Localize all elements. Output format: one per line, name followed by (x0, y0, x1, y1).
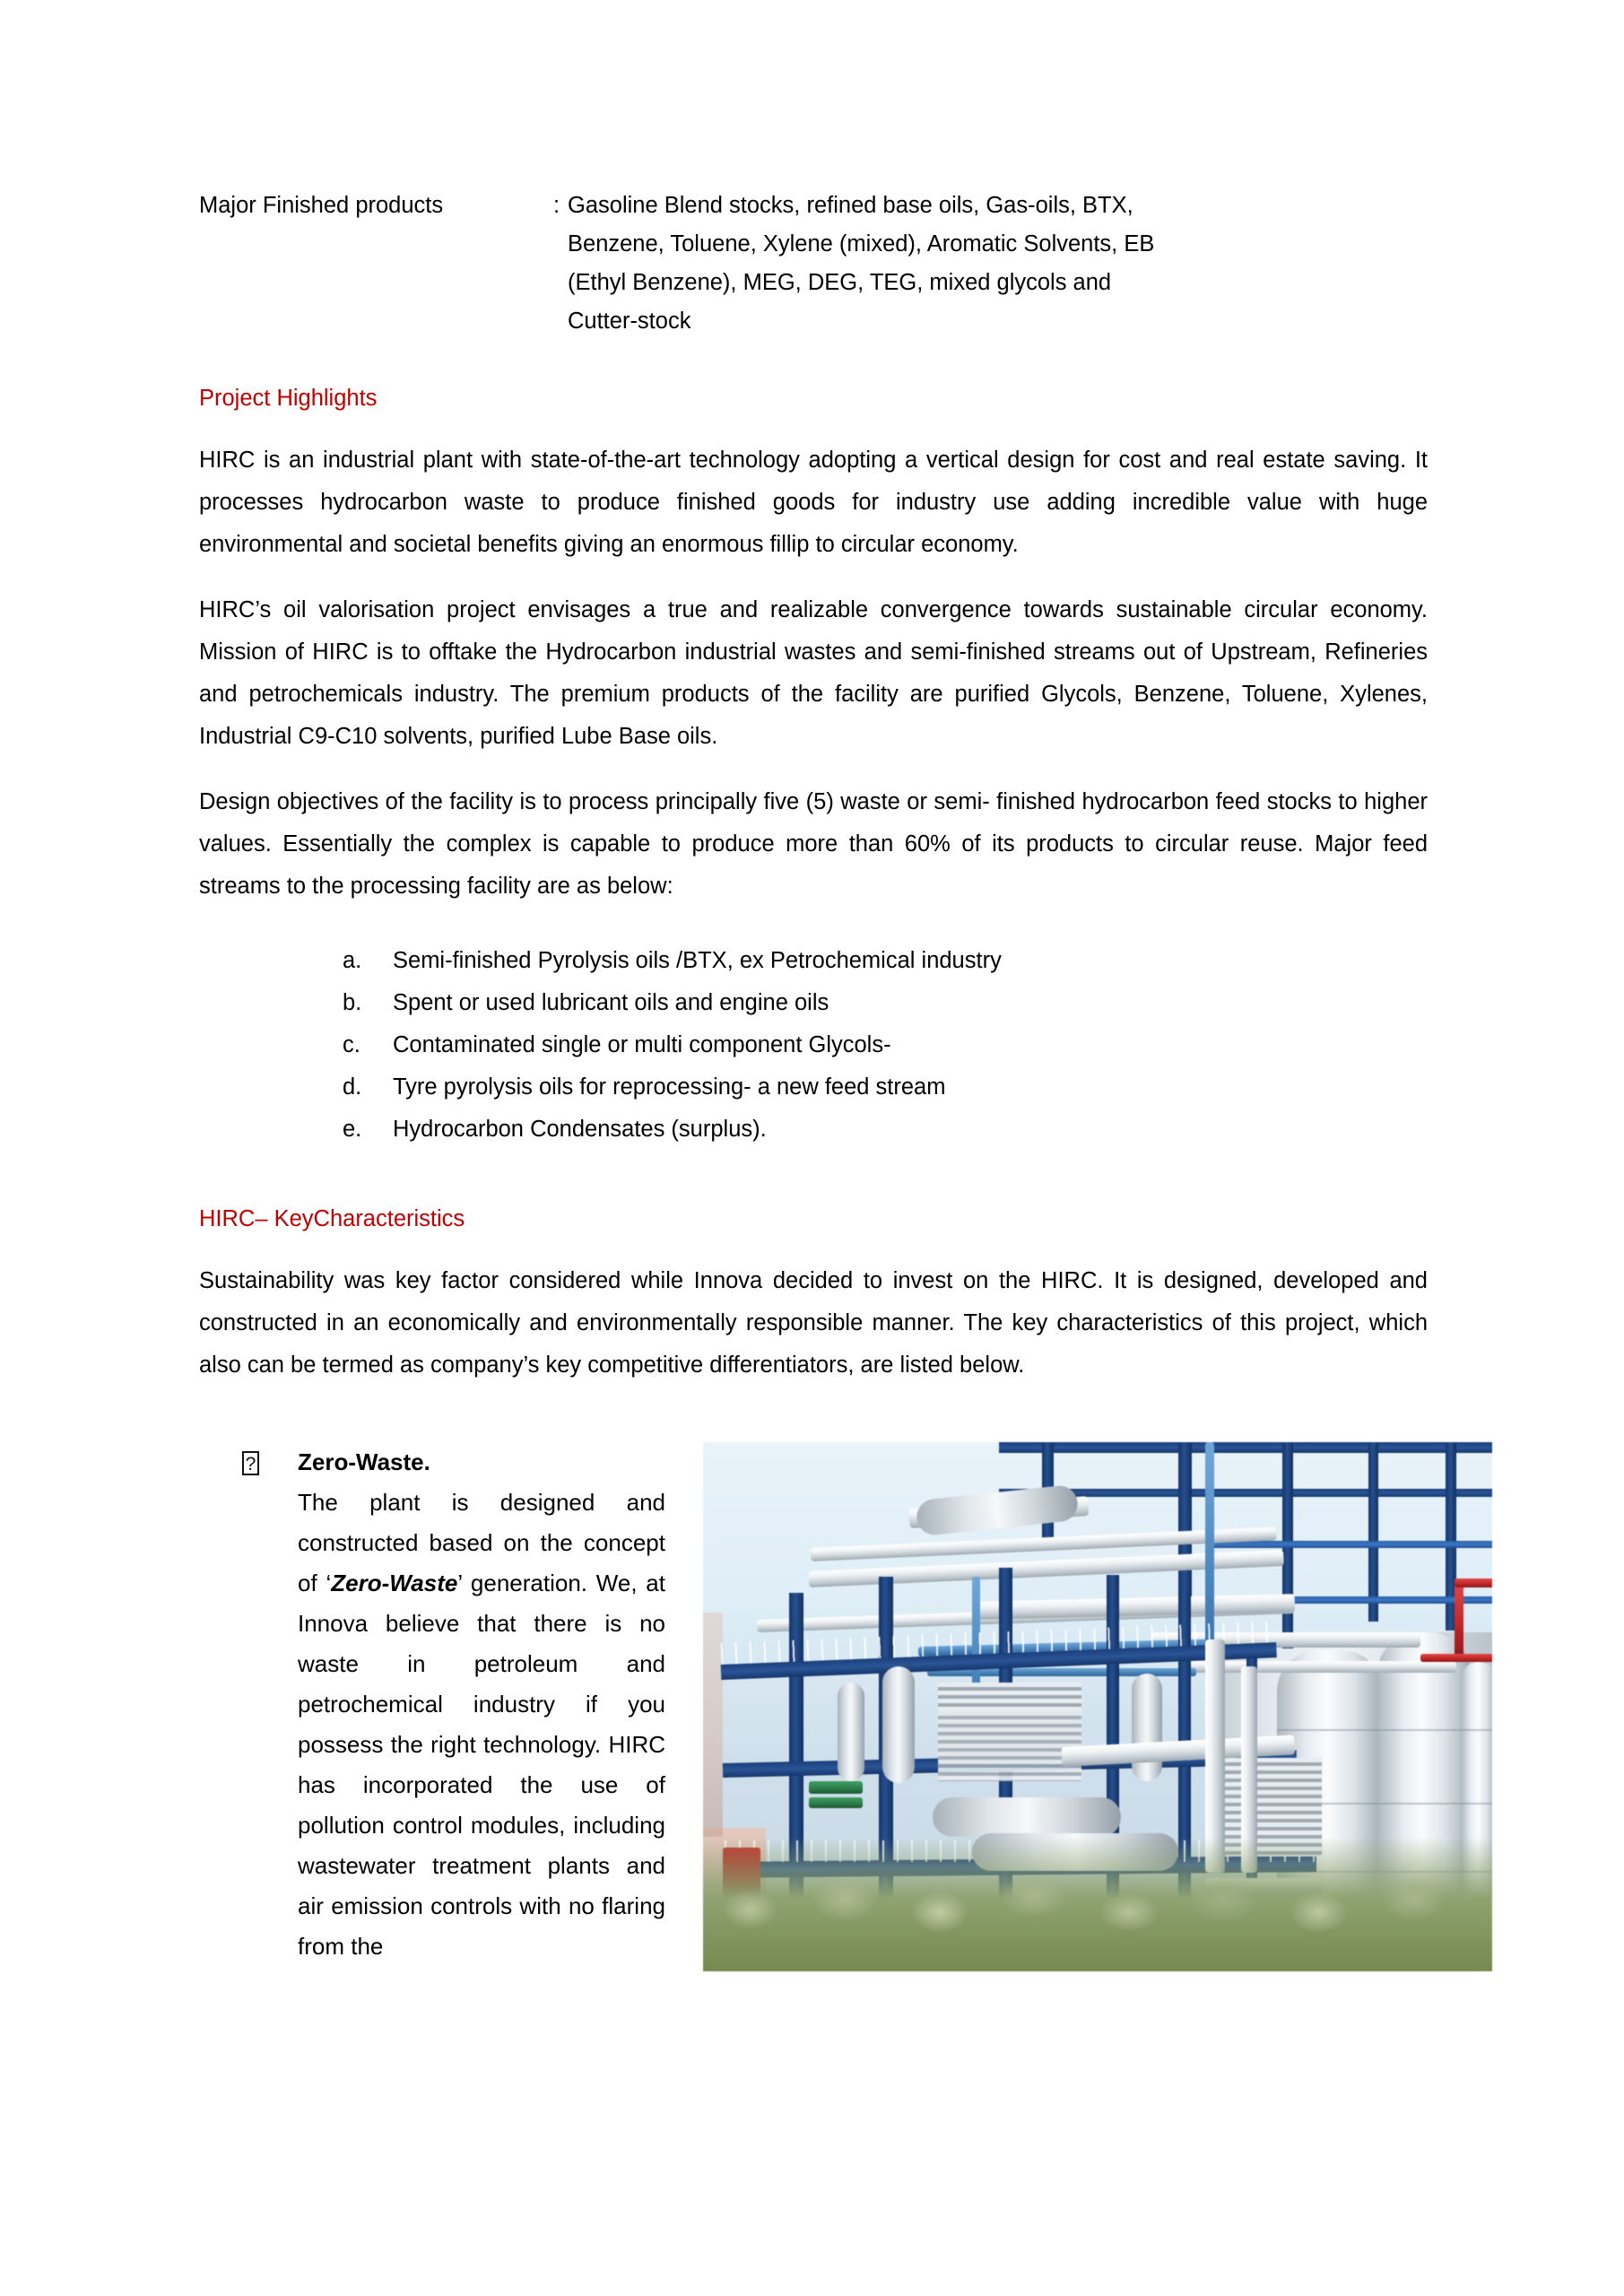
definition-term: Major Finished products (199, 193, 444, 218)
paragraph-valorisation: HIRC’s oil valorisation project envisages a true and realizable convergence towards sustainable circular economy. Mission of HIRC is to offtake the Hydrocarbon industrial wastes and semi-finished streams out of Upstream, Refineries and petrochemicals industry. The premium products of the facility are purified Glycols, Benzene, Toluene, Xylenes, Industrial C9-C10 solvents, purified Lube Base oils. (199, 597, 1428, 749)
photo-pipe (1187, 1661, 1456, 1673)
paragraph-design-objectives: Design objectives of the facility is to process principally five (5) waste or semi- finished hydrocarbon feed stocks to higher values. Essentially the complex is capable to produce more than 60% of its products to circular reuse. Major feed streams to the processing facility are as below: (199, 789, 1428, 899)
definition-colon: : (553, 193, 560, 218)
list-marker: c. (343, 1032, 360, 1057)
missing-glyph-bullet-icon (242, 1442, 298, 1482)
photo-steel-column (1368, 1442, 1378, 1622)
list-marker: d. (343, 1074, 362, 1100)
photo-green-pipe (809, 1797, 863, 1808)
zero-waste-section (199, 1442, 1428, 1971)
list-item (199, 1066, 1428, 1109)
photo-exchanger (933, 1797, 1121, 1837)
industrial-plant-photo (703, 1442, 1492, 1971)
photo-red-pipe (1455, 1578, 1463, 1659)
paragraph-hirc-overview: HIRC is an industrial plant with state-of-the-art technology adopting a vertical design for cost and real estate saving. It processes hydrocarbon waste to produce finished goods for industry use adding incredible value with huge environmental and societal benefits giving an enormous fillip to circular economy. (199, 448, 1428, 557)
photo-exchanger (838, 1683, 864, 1781)
photo-red-pipe (1455, 1578, 1492, 1587)
list-marker: b. (343, 990, 362, 1015)
photo-exchanger (1132, 1674, 1162, 1781)
list-marker: a. (343, 948, 362, 973)
photo-steel-beam (1205, 1541, 1492, 1548)
bullet-text-after: ’ generation. We, at Innova believe that there is no waste in petroleum and petrochemical industry if you possess the right technology. HIRC has incorporated the use of pollution control modules, including wastewater treatment plants and air emission controls with no flaring from the (298, 1570, 665, 1960)
bullet-item-zero-waste (242, 1442, 665, 1967)
page-content (199, 187, 1428, 1971)
heading-project-highlights: Project Highlights (199, 386, 378, 411)
definition-value (568, 187, 1312, 341)
photo-tube-bundle (938, 1711, 1081, 1781)
photo-red-pipe (1420, 1654, 1492, 1662)
list-item (199, 1109, 1428, 1151)
photo-vegetation (703, 1837, 1492, 1971)
photo-column (665, 1442, 1492, 1971)
list-marker: e. (343, 1117, 362, 1142)
photo-green-pipe (809, 1781, 863, 1794)
bullet-emphasis: Zero-Waste (331, 1570, 458, 1596)
list-item-text: Contaminated single or multi component Glycols- (393, 1032, 891, 1057)
definition-value-line: Cutter-stock (568, 309, 691, 334)
photo-exchanger (882, 1666, 915, 1783)
definition-value-line: Benzene, Toluene, Xylene (mixed), Aromatic Solvents, EB (568, 231, 1155, 257)
bullet-body (298, 1442, 665, 1967)
bullet-title: Zero-Waste. (298, 1448, 430, 1475)
bullet-text-before: The plant is designed and constructed based on the concept of ‘ (298, 1489, 665, 1596)
list-item-text: Tyre pyrolysis oils for reprocessing- a new feed stream (393, 1074, 946, 1100)
list-item (199, 1024, 1428, 1066)
list-item-text: Spent or used lubricant oils and engine oils (393, 990, 829, 1015)
photo-steel-column (1178, 1442, 1192, 1613)
list-item (199, 940, 1428, 982)
heading-key-characteristics: HIRC– KeyCharacteristics (199, 1206, 465, 1231)
definition-value-line: Gasoline Blend stocks, refined base oils, Gas-oils, BTX, (568, 193, 1133, 218)
tofu-box-glyph: ? (242, 1451, 259, 1475)
list-item-text: Semi-finished Pyrolysis oils /BTX, ex Petrochemical industry (393, 948, 1002, 973)
major-finished-products-row (199, 187, 1428, 341)
list-item-text: Hydrocarbon Condensates (surplus). (393, 1117, 767, 1142)
feed-streams-list (199, 940, 1428, 1151)
zero-waste-text-column (199, 1442, 665, 1967)
definition-value-line: (Ethyl Benzene), MEG, DEG, TEG, mixed glycols and (568, 270, 1112, 295)
photo-steel-beam (999, 1442, 1492, 1453)
photo-tank-seam (1277, 1729, 1492, 1731)
paragraph-sustainability: Sustainability was key factor considered while Innova decided to invest on the HIRC. It is designed, developed and constructed in an economically and environmentally responsible manner. The key characteristics of this project, which also can be termed as company’s key competitive differentiators, are listed below. (199, 1268, 1428, 1378)
list-item (199, 982, 1428, 1024)
